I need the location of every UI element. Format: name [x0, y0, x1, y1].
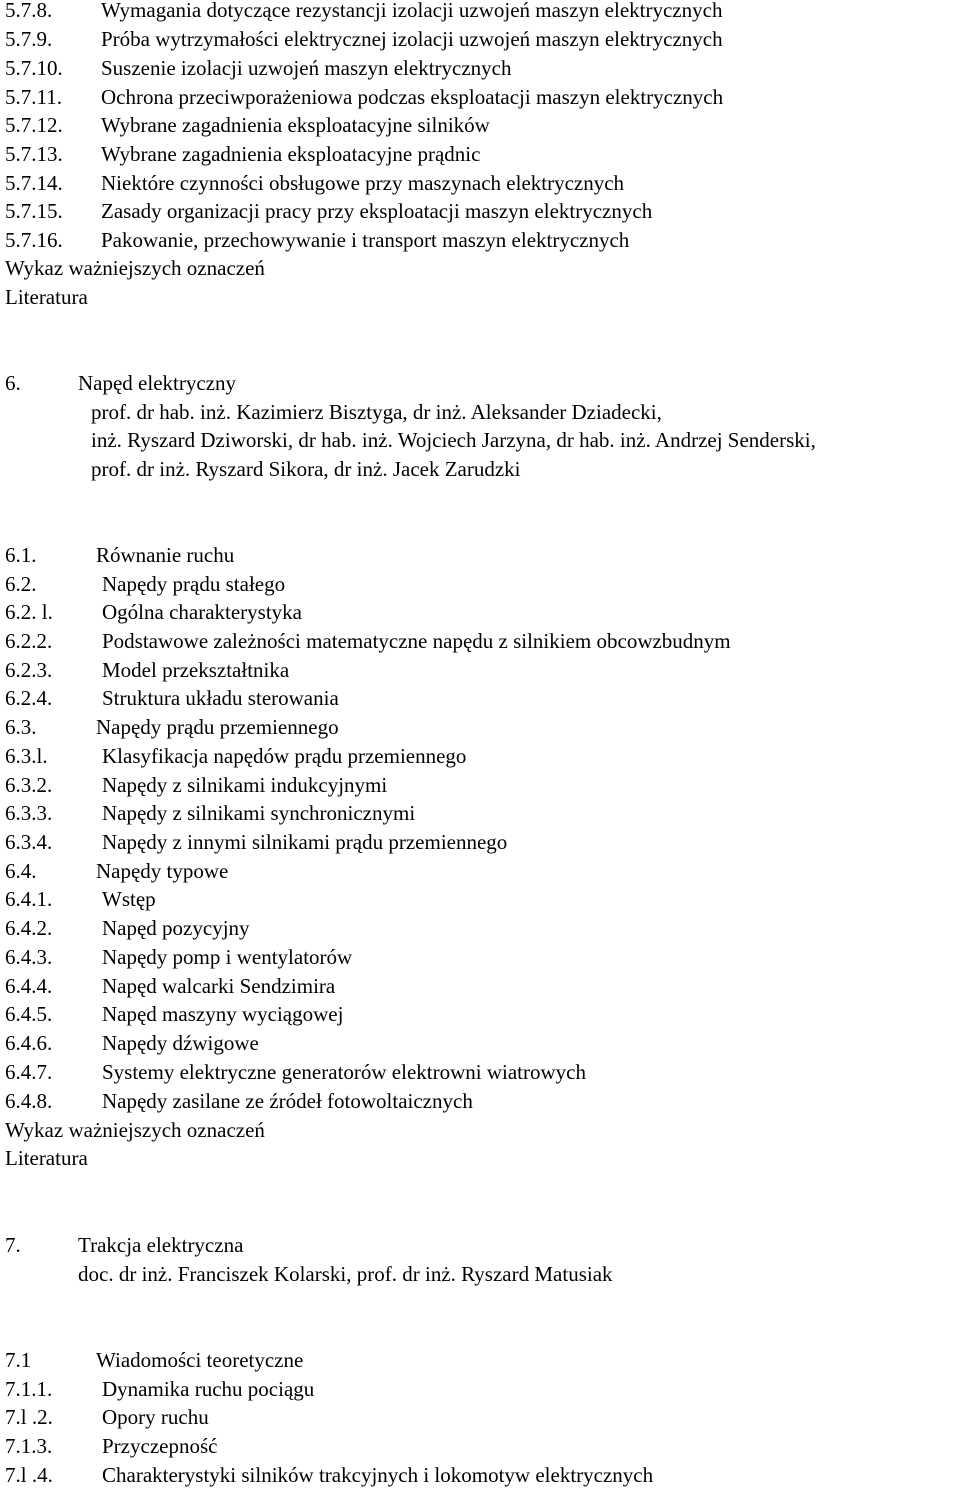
toc-entry-title: Próba wytrzymałości elektrycznej izolacji uzwojeń maszyn elektrycznych: [101, 27, 723, 51]
toc-entry-title: Suszenie izolacji uzwojeń maszyn elektrycznych: [101, 56, 512, 80]
toc-entry-title: Napędy z silnikami synchronicznymi: [102, 801, 416, 825]
toc-entry-number: 6.3.: [5, 715, 37, 739]
toc-entry-title: Równanie ruchu: [96, 543, 235, 567]
toc-entry-title: Systemy elektryczne generatorów elektrowni wiatrowych: [102, 1060, 586, 1084]
toc-entry-number: 7.l .4.: [5, 1463, 53, 1487]
toc-entry-title: Wymagania dotyczące rezystancji izolacji uzwojeń maszyn elektrycznych: [101, 0, 723, 22]
toc-entry-number: 5.7.9.: [5, 27, 53, 51]
toc-entry-number: 5.7.14.: [5, 171, 63, 195]
toc-entry-number: 7.1: [5, 1348, 32, 1372]
toc-entry-title: Wstęp: [102, 887, 156, 911]
toc-entry-title: Napędy prądu przemiennego: [96, 715, 339, 739]
toc-entry-title: Dynamika ruchu pociągu: [102, 1377, 315, 1401]
chapter-number: 7.: [5, 1233, 21, 1257]
document-page: 5.7.8. Wymagania dotyczące rezystancji izolacji uzwojeń maszyn elektrycznych 5.7.9. Próba wytrzymałości elektrycznej izolacji uzwojeń maszyn elektrycznych 5.7.10. Suszenie izolacji uzwojeń maszyn elektrycznych 5.7.11. Ochrona przeciwporażeniowa podczas eksploatacji maszyn elektrycznych 5.7.12. Wybrane zagadnienia eksploatacyjne silników 5.7.13. Wybrane zagadnienia eksploatacyjne prądnic 5.7.14. Niektóre czynności obsługowe przy maszynach elektrycznych 5.7.15. Zasady organizacji pracy przy eksploatacji maszyn elektrycznych 5.7.16. Pakowanie, przechowywanie i transport maszyn elektrycznych Wykaz ważniejszych oznaczeń Literatura 6. Napęd elektryczny prof. dr hab. inż. Kazimierz Bisztyga, dr inż. Aleksander Dziadecki, inż. Ryszard Dziworski, dr hab. inż. Wojciech Jarzyna, dr hab. inż. Andrzej Senderski, prof. dr inż. Ryszard Sikora, dr inż. Jacek Zarudzki 6.1. Równanie ruchu 6.2. Napędy prądu stałego 6.2. l. Ogólna charakterystyka 6.2.2. Podstawowe zależności matematyczne napędu z silnikiem obcowzbudnym 6.2.3. Model przekształtnika 6.2.4. Struktura układu sterowania 6.3. Napędy prądu przemiennego 6.3.l. Klasyfikacja napędów prądu przemiennego 6.3.2. Napędy z silnikami indukcyjnymi 6.3.3. Napędy z silnikami synchronicznymi 6.3.4. Napędy z innymi silnikami prądu przemiennego 6.4. Napędy typowe 6.4.1. Wstęp 6.4.2. Napęd pozycyjny 6.4.3. Napędy pomp i wentylatorów 6.4.4. Napęd walcarki Sendzimira 6.4.5. Napęd maszyny wyciągowej 6.4.6. Napędy dźwigowe 6.4.7. Systemy elektryczne generatorów elektrowni wiatrowych 6.4.8. Napędy zasilane ze źródeł fotowoltaicznych Wykaz ważniejszych oznaczeń Literatura 7. Trakcja elektryczna doc. dr inż. Franciszek Kolarski, prof. dr inż. Ryszard Matusiak 7.1 Wiadomości teoretyczne 7.1.1. Dynamika ruchu pociągu 7.l .2. Opory ruchu 7.1.3. Przyczepność 7.l .4. Charakterystyki silników trakcyjnych i lokomotyw elektrycznych: [0, 0, 960, 1492]
toc-entry-number: 6.4.5.: [5, 1002, 53, 1026]
toc-entry-number: 6.2.: [5, 572, 37, 596]
toc-entry-number: 6.4.8.: [5, 1089, 53, 1113]
toc-entry-title: Napędy pomp i wentylatorów: [102, 945, 353, 969]
toc-entry-number: 7.l .2.: [5, 1405, 53, 1429]
toc-entry-title: Ogólna charakterystyka: [102, 600, 303, 624]
toc-entry-title: Struktura układu sterowania: [102, 686, 339, 710]
toc-entry-title: Charakterystyki silników trakcyjnych i lokomotyw elektrycznych: [102, 1463, 654, 1487]
toc-entry-title: Napęd pozycyjny: [102, 916, 250, 940]
toc-entry-number: 6.4.7.: [5, 1060, 53, 1084]
toc-entry-number: 6.1.: [5, 543, 37, 567]
toc-entry-number: 5.7.16.: [5, 228, 63, 252]
toc-entry-title: Wybrane zagadnienia eksploatacyjne silników: [101, 113, 490, 137]
toc-entry-number: 6.4.: [5, 859, 37, 883]
toc-entry-title: Napęd walcarki Sendzimira: [102, 974, 336, 998]
toc-entry-title: Zasady organizacji pracy przy eksploatacji maszyn elektrycznych: [101, 199, 653, 223]
toc-entry-title: Napęd maszyny wyciągowej: [102, 1002, 344, 1026]
toc-entry-title: Pakowanie, przechowywanie i transport maszyn elektrycznych: [101, 228, 630, 252]
toc-entry-number: 6.3.4.: [5, 830, 53, 854]
toc-entry-title: Model przekształtnika: [102, 658, 290, 682]
toc-entry-number: 5.7.11.: [5, 85, 62, 109]
toc-entry-number: 5.7.15.: [5, 199, 63, 223]
toc-entry-number: 6.3.2.: [5, 773, 53, 797]
toc-entry-number: 6.4.2.: [5, 916, 53, 940]
toc-entry-number: 6.3.l.: [5, 744, 48, 768]
toc-entry-title: Ochrona przeciwporażeniowa podczas eksploatacji maszyn elektrycznych: [101, 85, 724, 109]
toc-entry-title: Klasyfikacja napędów prądu przemiennego: [102, 744, 467, 768]
toc-entry-title: Napędy z silnikami indukcyjnymi: [102, 773, 388, 797]
toc-entry-number: 6.2.3.: [5, 658, 53, 682]
toc-entry-number: 6.4.6.: [5, 1031, 53, 1055]
toc-entry-number: 6.4.3.: [5, 945, 53, 969]
toc-entry-number: 6.2.4.: [5, 686, 53, 710]
toc-entry-number: 6.4.1.: [5, 887, 53, 911]
chapter-title: Napęd elektryczny: [78, 371, 237, 395]
chapter-number: 6.: [5, 371, 21, 395]
toc-entry-number: 7.1.3.: [5, 1434, 53, 1458]
toc-entry-number: 6.2. l.: [5, 600, 53, 624]
toc-entry-title: Napędy zasilane ze źródeł fotowoltaicznych: [102, 1089, 473, 1113]
toc-entry-title: Napędy prądu stałego: [102, 572, 286, 596]
chapter-title: Trakcja elektryczna: [78, 1233, 244, 1257]
toc-entry-title: Przyczepność: [102, 1434, 218, 1458]
toc-entry-number: 6.4.4.: [5, 974, 53, 998]
toc-entry-title: Napędy dźwigowe: [102, 1031, 259, 1055]
toc-entry-title: Podstawowe zależności matematyczne napędu z silnikiem obcowzbudnym: [102, 629, 731, 653]
toc-entry-title: Napędy z innymi silnikami prądu przemiennego: [102, 830, 508, 854]
toc-entry-title: Napędy typowe: [96, 859, 229, 883]
toc-entry-title: Niektóre czynności obsługowe przy maszynach elektrycznych: [101, 171, 625, 195]
toc-entry-title: Wiadomości teoretyczne: [96, 1348, 304, 1372]
toc-entry-number: 5.7.12.: [5, 113, 63, 137]
toc-entry-number: 5.7.8.: [5, 0, 53, 22]
toc-entry-number: 6.2.2.: [5, 629, 53, 653]
toc-entry-number: 5.7.10.: [5, 56, 63, 80]
toc-entry-title: Opory ruchu: [102, 1405, 209, 1429]
toc-entry-number: 6.3.3.: [5, 801, 53, 825]
toc-entry-title: Wybrane zagadnienia eksploatacyjne prądnic: [101, 142, 481, 166]
toc-entry-number: 5.7.13.: [5, 142, 63, 166]
toc-entry-number: 7.1.1.: [5, 1377, 53, 1401]
